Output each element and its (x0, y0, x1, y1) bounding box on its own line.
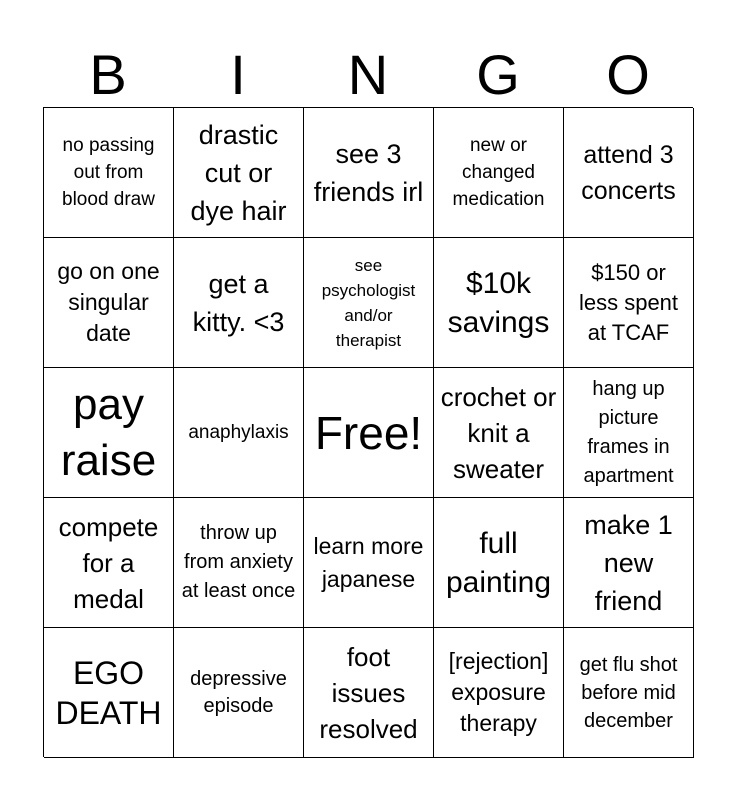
bingo-cell-o1 (564, 108, 694, 238)
bingo-cell-i2 (174, 238, 304, 368)
bingo-cell-n4 (304, 498, 434, 628)
bingo-header (43, 42, 693, 108)
bingo-cell-i4 (174, 498, 304, 628)
cell-text: depressive episode (190, 667, 287, 717)
cell-text: learn more japanese (313, 532, 424, 592)
cell-text: EGO DEATH (55, 654, 162, 731)
bingo-cell-o4 (564, 498, 694, 628)
cell-text: see psychologist and/or therapist (321, 255, 416, 350)
cell-text: see 3 friends irl (313, 138, 424, 207)
bingo-cell-i1 (174, 108, 304, 238)
header-letter-o: O (606, 43, 650, 106)
bingo-cell-o2 (564, 238, 694, 368)
bingo-cell-b3 (44, 368, 174, 498)
bingo-cell-b2 (44, 238, 174, 368)
bingo-cell-b4 (44, 498, 174, 628)
bingo-cell-g3 (434, 368, 564, 498)
cell-text: [rejection] exposure therapy (448, 648, 549, 736)
bingo-cell-g5 (434, 628, 564, 758)
free-space-text: Free! (314, 406, 423, 459)
cell-text: get a kitty. <3 (192, 268, 285, 337)
cell-text: $10k savings (447, 266, 550, 339)
cell-text: full painting (445, 526, 552, 599)
bingo-cell-b5 (44, 628, 174, 758)
bingo-cell-o3 (564, 368, 694, 498)
cell-text: no passing out from blood draw (62, 135, 155, 210)
cell-text: throw up from anxiety at least once (181, 522, 296, 602)
bingo-cell-n3-free (304, 368, 434, 498)
cell-text: crochet or knit a sweater (440, 381, 557, 484)
cell-text: make 1 new friend (584, 509, 673, 616)
header-letter-g: G (476, 43, 520, 106)
bingo-cell-n1 (304, 108, 434, 238)
header-letter-n: N (347, 43, 389, 106)
cell-text: drastic cut or dye hair (190, 119, 287, 226)
cell-text: attend 3 concerts (581, 140, 676, 205)
cell-text: foot issues resolved (319, 641, 418, 744)
bingo-cell-n5 (304, 628, 434, 758)
header-letter-b: B (89, 43, 127, 106)
bingo-cell-b1 (44, 108, 174, 238)
bingo-board (43, 107, 693, 757)
bingo-cell-i3 (174, 368, 304, 498)
cell-text: hang up picture frames in apartment (583, 377, 674, 487)
bingo-cell-g2 (434, 238, 564, 368)
cell-text: $150 or less spent at TCAF (578, 259, 679, 345)
bingo-cell-o5 (564, 628, 694, 758)
cell-text: compete for a medal (58, 511, 159, 614)
bingo-cell-i5 (174, 628, 304, 758)
bingo-cell-g4 (434, 498, 564, 628)
cell-text: go on one singular date (57, 258, 160, 346)
cell-text: pay raise (60, 379, 157, 485)
cell-text: get flu shot before mid december (579, 653, 678, 732)
bingo-cell-g1 (434, 108, 564, 238)
cell-text: anaphylaxis (188, 422, 289, 443)
cell-text: new or changed medication (452, 135, 545, 210)
bingo-cell-n2 (304, 238, 434, 368)
header-letter-i: I (230, 43, 246, 106)
